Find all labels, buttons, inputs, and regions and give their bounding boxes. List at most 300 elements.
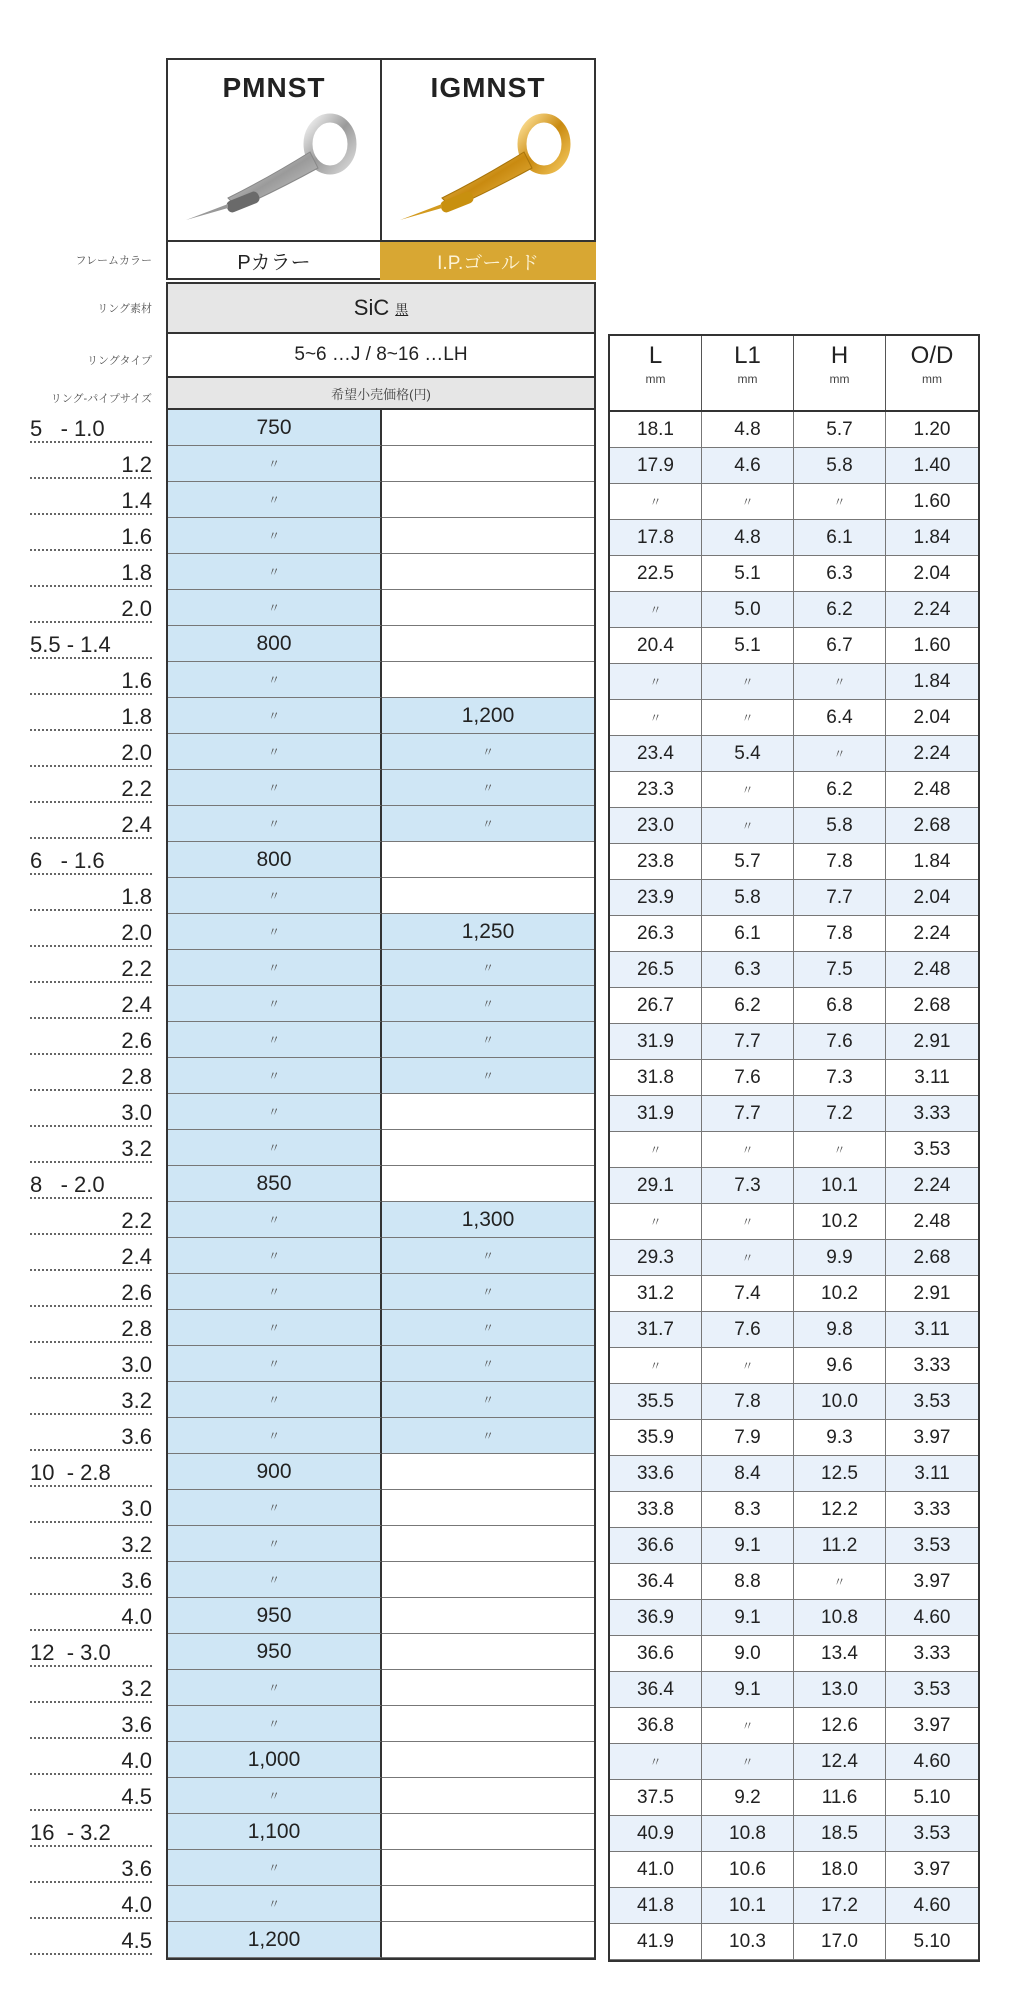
spec-cell: 6.8 [794, 988, 886, 1024]
spec-cell: 31.9 [610, 1024, 702, 1060]
spec-cell: 3.97 [886, 1852, 978, 1888]
size-label [30, 1778, 152, 1814]
spec-cell: 11.2 [794, 1528, 886, 1564]
spec-cell: 5.8 [794, 448, 886, 484]
spec-cell: 〃 [610, 484, 702, 520]
spec-cell: 2.04 [886, 880, 978, 916]
spec-row [610, 772, 978, 808]
price-row [168, 1454, 594, 1490]
size-label-text: 3.6 [121, 1424, 152, 1449]
ig-model-name: IGMNST [430, 72, 546, 103]
size-label-text: 4.0 [121, 1892, 152, 1917]
spec-row [610, 628, 978, 664]
pm-price-cell [168, 1202, 382, 1238]
spec-cell: 8.4 [702, 1456, 794, 1492]
ig-price-cell [382, 662, 594, 698]
size-label-text: 2.6 [121, 1028, 152, 1053]
ig-price: 1,200 [461, 703, 515, 727]
pm-price: 〃 [267, 1069, 280, 1083]
spec-cell: 35.9 [610, 1420, 702, 1456]
spec-cell: 36.4 [610, 1672, 702, 1708]
spec-header-unit: mm [829, 372, 850, 386]
ig-price-cell [382, 1850, 594, 1886]
ig-price: 〃 [481, 1249, 494, 1263]
pm-price-cell [168, 446, 382, 482]
pm-price: 〃 [267, 1033, 280, 1047]
spec-cell: 7.7 [794, 880, 886, 916]
spec-cell: 36.4 [610, 1564, 702, 1600]
price-row [168, 554, 594, 590]
spec-row [610, 1708, 978, 1744]
spec-cell: 5.8 [794, 808, 886, 844]
size-label-text: 1.4 [121, 488, 152, 513]
spec-cell: 2.04 [886, 556, 978, 592]
ig-price: 〃 [481, 745, 494, 759]
size-label [30, 1058, 152, 1094]
size-label [30, 986, 152, 1022]
pm-price: 〃 [267, 1141, 280, 1155]
price-row [168, 806, 594, 842]
size-label [30, 1850, 152, 1886]
size-label-text: 3.0 [121, 1100, 152, 1125]
size-label [30, 1166, 152, 1202]
size-label-text: 3.0 [121, 1352, 152, 1377]
ring-type-cell [166, 334, 596, 378]
price-row [168, 734, 594, 770]
spec-cell: 10.3 [702, 1924, 794, 1960]
spec-cell: 17.9 [610, 448, 702, 484]
size-label [30, 662, 152, 698]
ig-price-cell [382, 1058, 594, 1094]
spec-cell: 7.9 [702, 1420, 794, 1456]
spec-cell: 22.5 [610, 556, 702, 592]
pm-price: 850 [256, 1171, 292, 1195]
spec-cell: 5.7 [702, 844, 794, 880]
size-label [30, 878, 152, 914]
spec-cell: 36.8 [610, 1708, 702, 1744]
ig-price-cell [382, 842, 594, 878]
ring-type-label: リングタイプ [86, 355, 152, 367]
size-label [30, 446, 152, 482]
ig-price: 〃 [481, 1285, 494, 1299]
pm-price: 750 [256, 415, 292, 439]
frame-color-label: フレームカラー [75, 255, 152, 267]
spec-cell: 2.91 [886, 1276, 978, 1312]
pm-price: 〃 [267, 1537, 280, 1551]
spec-cell: 3.11 [886, 1456, 978, 1492]
ig-price-cell [382, 734, 594, 770]
size-label [30, 950, 152, 986]
spec-cell: 6.1 [702, 916, 794, 952]
ig-price-cell [382, 914, 594, 950]
spec-cell: 4.60 [886, 1888, 978, 1924]
spec-row [610, 844, 978, 880]
spec-row [610, 1852, 978, 1888]
spec-cell: 10.8 [702, 1816, 794, 1852]
size-label [30, 1814, 152, 1850]
spec-row [610, 1636, 978, 1672]
spec-header-name: O/D [910, 342, 954, 369]
ig-price-cell [382, 590, 594, 626]
size-label-text: 3.2 [121, 1388, 152, 1413]
spec-cell: 5.4 [702, 736, 794, 772]
pm-price: 800 [256, 631, 292, 655]
spec-cell: 〃 [702, 700, 794, 736]
spec-row [610, 1924, 978, 1960]
pm-price: 〃 [267, 1393, 280, 1407]
pm-price: 1,200 [247, 1927, 301, 1951]
size-label-text: 2.0 [121, 740, 152, 765]
spec-cell: 31.7 [610, 1312, 702, 1348]
pm-price: 〃 [267, 1213, 280, 1227]
spec-cell: 31.8 [610, 1060, 702, 1096]
spec-header-name: L1 [734, 342, 761, 369]
spec-row [610, 1096, 978, 1132]
ig-price-cell [382, 1742, 594, 1778]
pm-price-cell [168, 1130, 382, 1166]
spec-row [610, 1384, 978, 1420]
spec-cell: 2.68 [886, 808, 978, 844]
size-label-text: 4.0 [121, 1748, 152, 1773]
size-label [30, 734, 152, 770]
spec-cell: 1.84 [886, 844, 978, 880]
spec-cell: 7.7 [702, 1024, 794, 1060]
pm-price-cell [168, 1346, 382, 1382]
pm-price-cell [168, 1094, 382, 1130]
pm-price: 〃 [267, 997, 280, 1011]
spec-cell: 1.84 [886, 520, 978, 556]
pm-price-cell [168, 1670, 382, 1706]
spec-row [610, 736, 978, 772]
ig-price: 〃 [481, 1069, 494, 1083]
spec-cell: 9.1 [702, 1528, 794, 1564]
spec-cell: 7.7 [702, 1096, 794, 1132]
spec-cell: 〃 [702, 664, 794, 700]
size-label [30, 1418, 152, 1454]
spec-row [610, 1816, 978, 1852]
spec-header-unit: mm [645, 372, 666, 386]
size-label-text: 12 - 3.0 [30, 1640, 111, 1665]
pm-price-cell [168, 734, 382, 770]
price-row [168, 1742, 594, 1778]
size-label-text: 5 - 1.0 [30, 416, 105, 441]
spec-cell: 10.0 [794, 1384, 886, 1420]
price-row [168, 1202, 594, 1238]
spec-row [610, 1456, 978, 1492]
price-row [168, 1562, 594, 1598]
price-row [168, 1814, 594, 1850]
ig-price-cell [382, 1814, 594, 1850]
spec-row [610, 1744, 978, 1780]
size-label [30, 518, 152, 554]
spec-cell: 18.5 [794, 1816, 886, 1852]
ring-pipe-size-label: リング-パイプサイズ [50, 393, 152, 405]
pm-price: 900 [256, 1459, 292, 1483]
ig-price: 〃 [481, 1357, 494, 1371]
size-label [30, 410, 152, 446]
pm-frame-color [166, 242, 382, 280]
ig-price-cell [382, 1346, 594, 1382]
size-label [30, 1742, 152, 1778]
size-label [30, 842, 152, 878]
spec-cell: 6.2 [794, 772, 886, 808]
spec-cell: 〃 [610, 1348, 702, 1384]
ig-price-cell [382, 1166, 594, 1202]
spec-cell: 7.3 [794, 1060, 886, 1096]
size-label-text: 3.6 [121, 1856, 152, 1881]
spec-cell: 40.9 [610, 1816, 702, 1852]
spec-cell: 9.9 [794, 1240, 886, 1276]
size-label-text: 2.4 [121, 812, 152, 837]
pm-price: 〃 [267, 1897, 280, 1911]
spec-cell: 11.6 [794, 1780, 886, 1816]
price-row [168, 950, 594, 986]
ig-price-cell [382, 878, 594, 914]
price-row [168, 1058, 594, 1094]
spec-cell: 1.60 [886, 484, 978, 520]
spec-row [610, 1204, 978, 1240]
spec-row [610, 952, 978, 988]
size-label-text: 1.6 [121, 668, 152, 693]
spec-cell: 7.8 [702, 1384, 794, 1420]
spec-row [610, 484, 978, 520]
spec-row [610, 1168, 978, 1204]
price-row [168, 1346, 594, 1382]
pm-price: 〃 [267, 1105, 280, 1119]
pm-frame-color-text: Pカラー [237, 251, 311, 274]
spec-cell: 〃 [702, 1744, 794, 1780]
ig-guide-image [382, 108, 594, 228]
size-label [30, 1886, 152, 1922]
spec-cell: 6.1 [794, 520, 886, 556]
pm-price-cell [168, 482, 382, 518]
ig-price-cell [382, 626, 594, 662]
spec-cell: 5.7 [794, 412, 886, 448]
spec-cell: 3.53 [886, 1672, 978, 1708]
size-label-text: 10 - 2.8 [30, 1460, 111, 1485]
ig-price-cell [382, 806, 594, 842]
price-header [166, 378, 596, 410]
ig-price-cell [382, 410, 594, 446]
spec-row [610, 1600, 978, 1636]
pm-price-cell [168, 770, 382, 806]
price-row [168, 1670, 594, 1706]
spec-cell: 〃 [610, 700, 702, 736]
spec-cell: 36.6 [610, 1528, 702, 1564]
spec-header-name: L [648, 342, 663, 369]
spec-cell: 5.10 [886, 1780, 978, 1816]
spec-cell: 10.1 [702, 1888, 794, 1924]
spec-cell: 7.6 [794, 1024, 886, 1060]
spec-header-2 [702, 336, 794, 410]
ig-header-cell [380, 58, 596, 242]
price-row [168, 518, 594, 554]
pm-price-cell [168, 1886, 382, 1922]
pm-price: 〃 [267, 457, 280, 471]
spec-header-unit: mm [737, 372, 758, 386]
price-row [168, 1490, 594, 1526]
size-label [30, 1022, 152, 1058]
spec-cell: 12.2 [794, 1492, 886, 1528]
pm-price: 〃 [267, 1501, 280, 1515]
pm-price-cell [168, 1706, 382, 1742]
pm-price: 〃 [267, 673, 280, 687]
pm-price: 〃 [267, 1573, 280, 1587]
pm-price: 800 [256, 847, 292, 871]
spec-cell: 20.4 [610, 628, 702, 664]
spec-row [610, 880, 978, 916]
spec-cell: 6.3 [794, 556, 886, 592]
price-row [168, 1094, 594, 1130]
size-label-text: 1.2 [121, 452, 152, 477]
ig-price-cell [382, 1526, 594, 1562]
pm-price: 〃 [267, 493, 280, 507]
spec-cell: 〃 [794, 736, 886, 772]
pm-price: 〃 [267, 1429, 280, 1443]
spec-cell: 10.2 [794, 1276, 886, 1312]
spec-cell: 9.1 [702, 1672, 794, 1708]
price-row [168, 410, 594, 446]
ig-price-cell [382, 1454, 594, 1490]
ig-price-cell [382, 1418, 594, 1454]
spec-cell: 〃 [702, 1708, 794, 1744]
size-label-text: 2.8 [121, 1316, 152, 1341]
spec-cell: 5.10 [886, 1924, 978, 1960]
ig-price-cell [382, 986, 594, 1022]
ig-price-cell [382, 1022, 594, 1058]
pm-price: 〃 [267, 925, 280, 939]
size-label [30, 1490, 152, 1526]
size-label [30, 1094, 152, 1130]
spec-header-unit: mm [922, 372, 942, 386]
pm-guide-image [168, 108, 380, 228]
size-label [30, 1562, 152, 1598]
pm-price-cell [168, 914, 382, 950]
spec-row [610, 448, 978, 484]
spec-cell: 〃 [702, 484, 794, 520]
spec-cell: 7.3 [702, 1168, 794, 1204]
pm-price: 〃 [267, 1357, 280, 1371]
size-label [30, 1310, 152, 1346]
spec-cell: 18.1 [610, 412, 702, 448]
spec-cell: 35.5 [610, 1384, 702, 1420]
size-label-text: 6 - 1.6 [30, 848, 105, 873]
spec-cell: 9.1 [702, 1600, 794, 1636]
spec-cell: 7.2 [794, 1096, 886, 1132]
pm-price-cell [168, 1598, 382, 1634]
spec-cell: 2.48 [886, 772, 978, 808]
spec-cell: 9.2 [702, 1780, 794, 1816]
pm-price-cell [168, 1022, 382, 1058]
ig-price-cell [382, 1886, 594, 1922]
spec-cell: 4.60 [886, 1744, 978, 1780]
pm-price-cell [168, 1922, 382, 1958]
spec-cell: 10.8 [794, 1600, 886, 1636]
spec-cell: 26.3 [610, 916, 702, 952]
size-label [30, 1346, 152, 1382]
size-label [30, 1454, 152, 1490]
spec-cell: 6.4 [794, 700, 886, 736]
price-table [166, 410, 596, 1960]
spec-header-1 [610, 336, 702, 410]
spec-cell: 4.6 [702, 448, 794, 484]
spec-cell: 〃 [702, 1240, 794, 1276]
ig-price-cell [382, 1598, 594, 1634]
ig-frame-color-text: I.P.ゴールド [437, 252, 539, 274]
pm-price: 〃 [267, 745, 280, 759]
size-label-text: 3.2 [121, 1136, 152, 1161]
ig-price-cell [382, 1562, 594, 1598]
spec-cell: 7.8 [794, 916, 886, 952]
pm-price: 〃 [267, 781, 280, 795]
pm-price: 1,100 [247, 1819, 301, 1843]
size-label-text: 3.2 [121, 1676, 152, 1701]
spec-row [610, 1780, 978, 1816]
spec-cell: 23.0 [610, 808, 702, 844]
size-label-text: 5.5 - 1.4 [30, 632, 111, 657]
price-row [168, 662, 594, 698]
spec-row [610, 1672, 978, 1708]
pm-price-cell [168, 842, 382, 878]
price-row [168, 878, 594, 914]
spec-row [610, 592, 978, 628]
spec-cell: 〃 [702, 1204, 794, 1240]
spec-cell: 3.33 [886, 1348, 978, 1384]
size-label-text: 4.0 [121, 1604, 152, 1629]
ig-price-cell [382, 482, 594, 518]
spec-cell: 2.24 [886, 1168, 978, 1204]
size-label [30, 1634, 152, 1670]
spec-cell: 17.2 [794, 1888, 886, 1924]
spec-cell: 41.0 [610, 1852, 702, 1888]
ig-price-cell [382, 1094, 594, 1130]
price-row [168, 698, 594, 734]
spec-cell: 2.48 [886, 1204, 978, 1240]
size-label [30, 1202, 152, 1238]
ig-price: 〃 [481, 1429, 494, 1443]
spec-cell: 5.1 [702, 628, 794, 664]
pm-price: 〃 [267, 709, 280, 723]
ig-price-cell [382, 1202, 594, 1238]
pm-header-cell [166, 58, 382, 242]
spec-cell: 3.53 [886, 1132, 978, 1168]
ig-price: 1,250 [461, 919, 515, 943]
spec-cell: 3.33 [886, 1492, 978, 1528]
size-label-text: 2.2 [121, 776, 152, 801]
ig-price: 〃 [481, 1321, 494, 1335]
price-row [168, 1598, 594, 1634]
ig-price: 〃 [481, 817, 494, 831]
ring-material-label: リング素材 [97, 303, 152, 315]
pm-price-cell [168, 1238, 382, 1274]
spec-cell: 3.53 [886, 1816, 978, 1852]
spec-cell: 18.0 [794, 1852, 886, 1888]
spec-cell: 〃 [610, 1204, 702, 1240]
spec-cell: 2.24 [886, 916, 978, 952]
pm-price: 〃 [267, 1789, 280, 1803]
ig-price: 〃 [481, 1033, 494, 1047]
spec-cell: 9.6 [794, 1348, 886, 1384]
spec-cell: 2.68 [886, 988, 978, 1024]
price-row [168, 1238, 594, 1274]
pm-price: 〃 [267, 1681, 280, 1695]
pm-price: 〃 [267, 817, 280, 831]
pm-price-cell [168, 1166, 382, 1202]
spec-row [610, 412, 978, 448]
ig-price-cell [382, 1130, 594, 1166]
ig-price-cell [382, 1490, 594, 1526]
pm-price: 〃 [267, 565, 280, 579]
